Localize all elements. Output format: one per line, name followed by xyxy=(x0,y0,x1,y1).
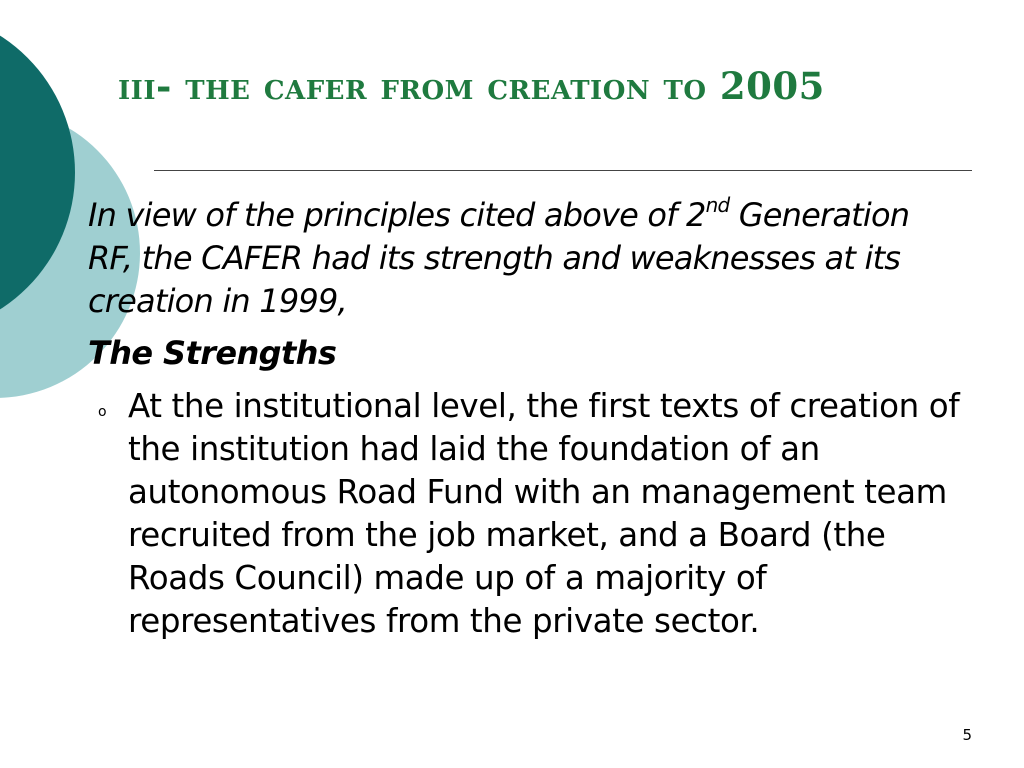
slide-number: 5 xyxy=(962,726,972,744)
intro-superscript: nd xyxy=(705,193,730,218)
intro-text-end: Generation RF, the CAFER had its strength and weaknesses at its creation in 1999, xyxy=(88,196,910,320)
bullet-marker-icon: o xyxy=(98,404,107,420)
title-divider xyxy=(154,170,972,171)
bullet-text: At the institutional level, the first texts of creation of the institution had laid the foundation of an autonomous Road Fund with an management team recruited from the job market, and a Board (the Roads Council) made up of a majority of representatives from the private sector. xyxy=(128,387,960,640)
intro-paragraph xyxy=(88,194,948,323)
strengths-heading: The Strengths xyxy=(88,334,337,372)
intro-text-start: In view of the principles cited above of 2 xyxy=(88,196,706,234)
slide-title: iii- the cafer from creation to 2005 xyxy=(118,64,825,108)
